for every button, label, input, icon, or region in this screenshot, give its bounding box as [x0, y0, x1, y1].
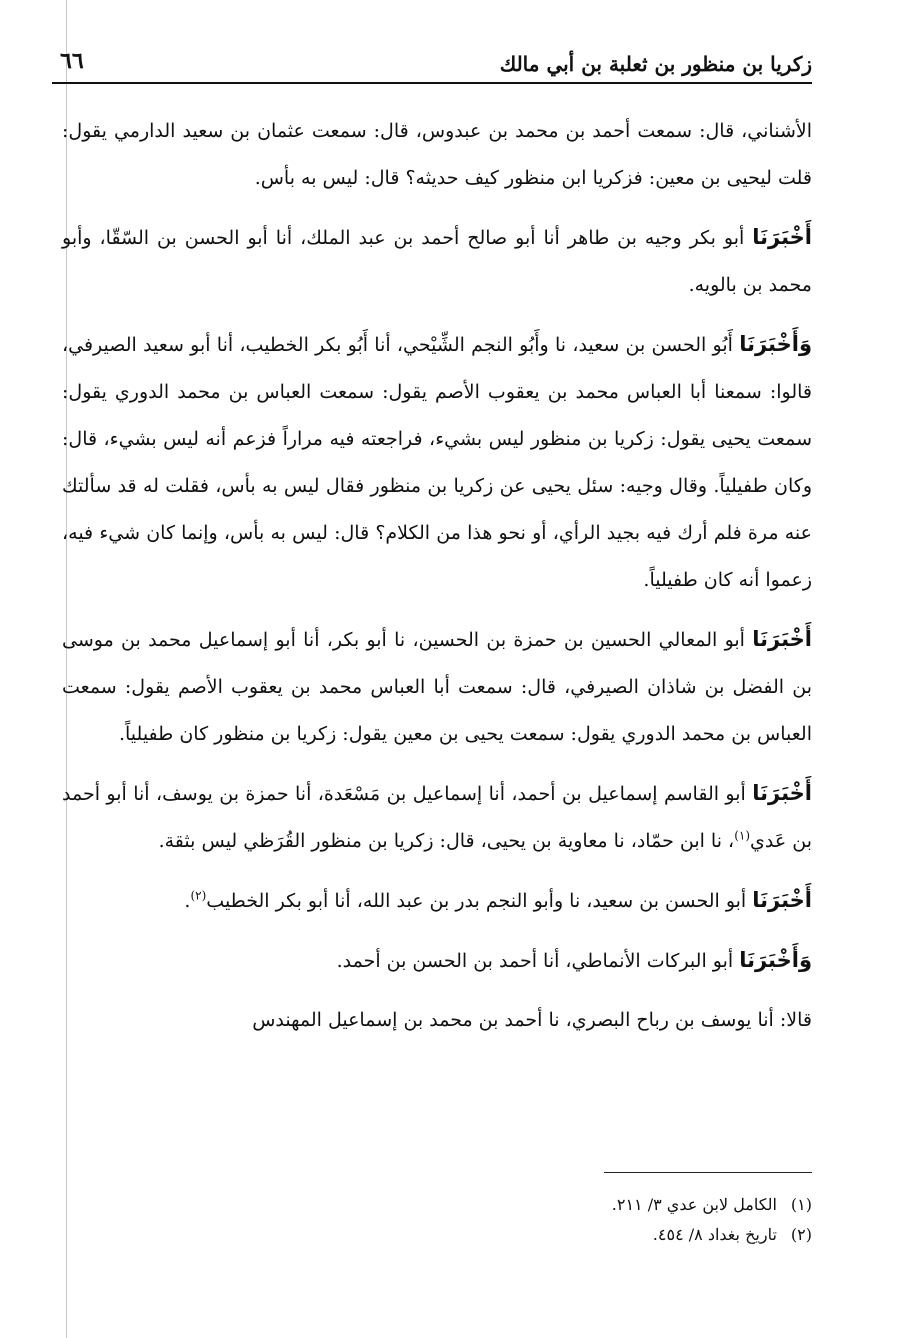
footnote-text: تاريخ بغداد ٨/ ٤٥٤.	[652, 1225, 777, 1244]
paragraph-7	[62, 937, 812, 985]
paragraph-text: الأشناني، قال: سمعت أحمد بن محمد بن عبدوس، قال: سمعت عثمان بن سعيد الدارمي يقول: قلت ليحيى بن معين: فزكريا ابن منظور كيف حديثه؟ قال: ليس به بأس.	[62, 120, 812, 189]
paragraph-text: أَبُو الحسن بن سعيد، نا وأَبُو النجم الشِّيْحي، أنا أَبُو بكر الخطيب، أنا أبو سعيد الصيرفي، قالوا: سمعنا أبا العباس محمد بن يعقوب الأصم يقول: سمعت العباس بن محمد الدوري يقول: سمعت يحيى يقول: زكريا بن منظور ليس بشيء، فراجعته فيه مراراً فزعم أنه ليس بشيء، قال: وكان طفيلياً. وقال وجيه: سئل يحيى عن زكريا بن منظور فقال ليس به بأس، فقلت له قد سألتك عنه مرة فلم أرك فيه بجيد الرأي، أو نحو هذا من الكلام؟ قال: ليس به بأس، وإنما كان شيء فيه، زعموا أنه كان طفيلياً.	[62, 334, 812, 591]
page-header	[52, 40, 812, 84]
footnotes	[300, 1190, 812, 1250]
lead-word: أَخْبَرَنَا	[752, 781, 812, 805]
page-number: ٦٦	[60, 48, 84, 74]
paragraph-text-continued: .	[184, 890, 191, 912]
footnote-marker-2: (٢)	[190, 888, 207, 903]
footnote-text: الكامل لابن عدي ٣/ ٢١١.	[611, 1195, 777, 1214]
paragraph-2	[62, 214, 812, 309]
paragraph-6	[62, 877, 812, 925]
lead-word: وَأَخْبَرَنَا	[739, 332, 812, 356]
paragraph-text-continued: ، نا ابن حمّاد، نا معاوية بن يحيى، قال: زكريا بن منظور القُرَظي ليس بثقة.	[158, 830, 735, 852]
footnote-number: (١)	[790, 1195, 812, 1214]
main-text	[62, 108, 812, 1056]
paragraph-1	[62, 108, 812, 202]
paragraph-text: قالا: أنا يوسف بن رباح البصري، نا أحمد بن محمد بن إسماعيل المهندس	[252, 1009, 812, 1031]
running-title: زكريا بن منظور بن ثعلبة بن أبي مالك	[499, 52, 812, 76]
lead-word: أَخْبَرَنَا	[752, 225, 812, 249]
lead-word: وَأَخْبَرَنَا	[739, 948, 812, 972]
lead-word: أَخْبَرَنَا	[752, 627, 812, 651]
paragraph-text: أبو البركات الأنماطي، أنا أحمد بن الحسن بن أحمد.	[336, 950, 740, 972]
footnote-marker-1: (١)	[734, 828, 751, 843]
paragraph-3	[62, 321, 812, 604]
paragraph-text: أبو بكر وجيه بن طاهر أنا أبو صالح أحمد بن عبد الملك، أنا أبو الحسن بن السّقّا، وأبو محمد بن بالويه.	[62, 227, 812, 296]
footnote-2	[300, 1220, 812, 1250]
header-rule	[52, 82, 812, 84]
paragraph-8	[62, 997, 812, 1044]
paragraph-text: أبو المعالي الحسين بن حمزة بن الحسين، نا أبو بكر، أنا أبو إسماعيل محمد بن موسى بن الفضل بن شاذان الصيرفي، قال: سمعت أبا العباس محمد بن يعقوب الأصم يقول: سمعت العباس بن محمد الدوري يقول: سمعت يحيى بن معين يقول: زكريا بن منظور كان طفيلياً.	[62, 629, 812, 745]
lead-word: أَخْبَرَنَا	[752, 888, 812, 912]
paragraph-text: أبو الحسن بن سعيد، نا وأبو النجم بدر بن عبد الله، أنا أبو بكر الخطيب	[206, 890, 753, 912]
paragraph-text: أبو القاسم إسماعيل بن أحمد، أنا إسماعيل بن مَسْعَدة، أنا حمزة بن يوسف، أنا أبو أحمد بن عَدي	[62, 783, 812, 852]
footnote-number: (٢)	[790, 1225, 812, 1244]
footnote-separator	[604, 1172, 812, 1173]
paragraph-4	[62, 616, 812, 758]
footnote-1	[300, 1190, 812, 1220]
paragraph-5	[62, 770, 812, 865]
